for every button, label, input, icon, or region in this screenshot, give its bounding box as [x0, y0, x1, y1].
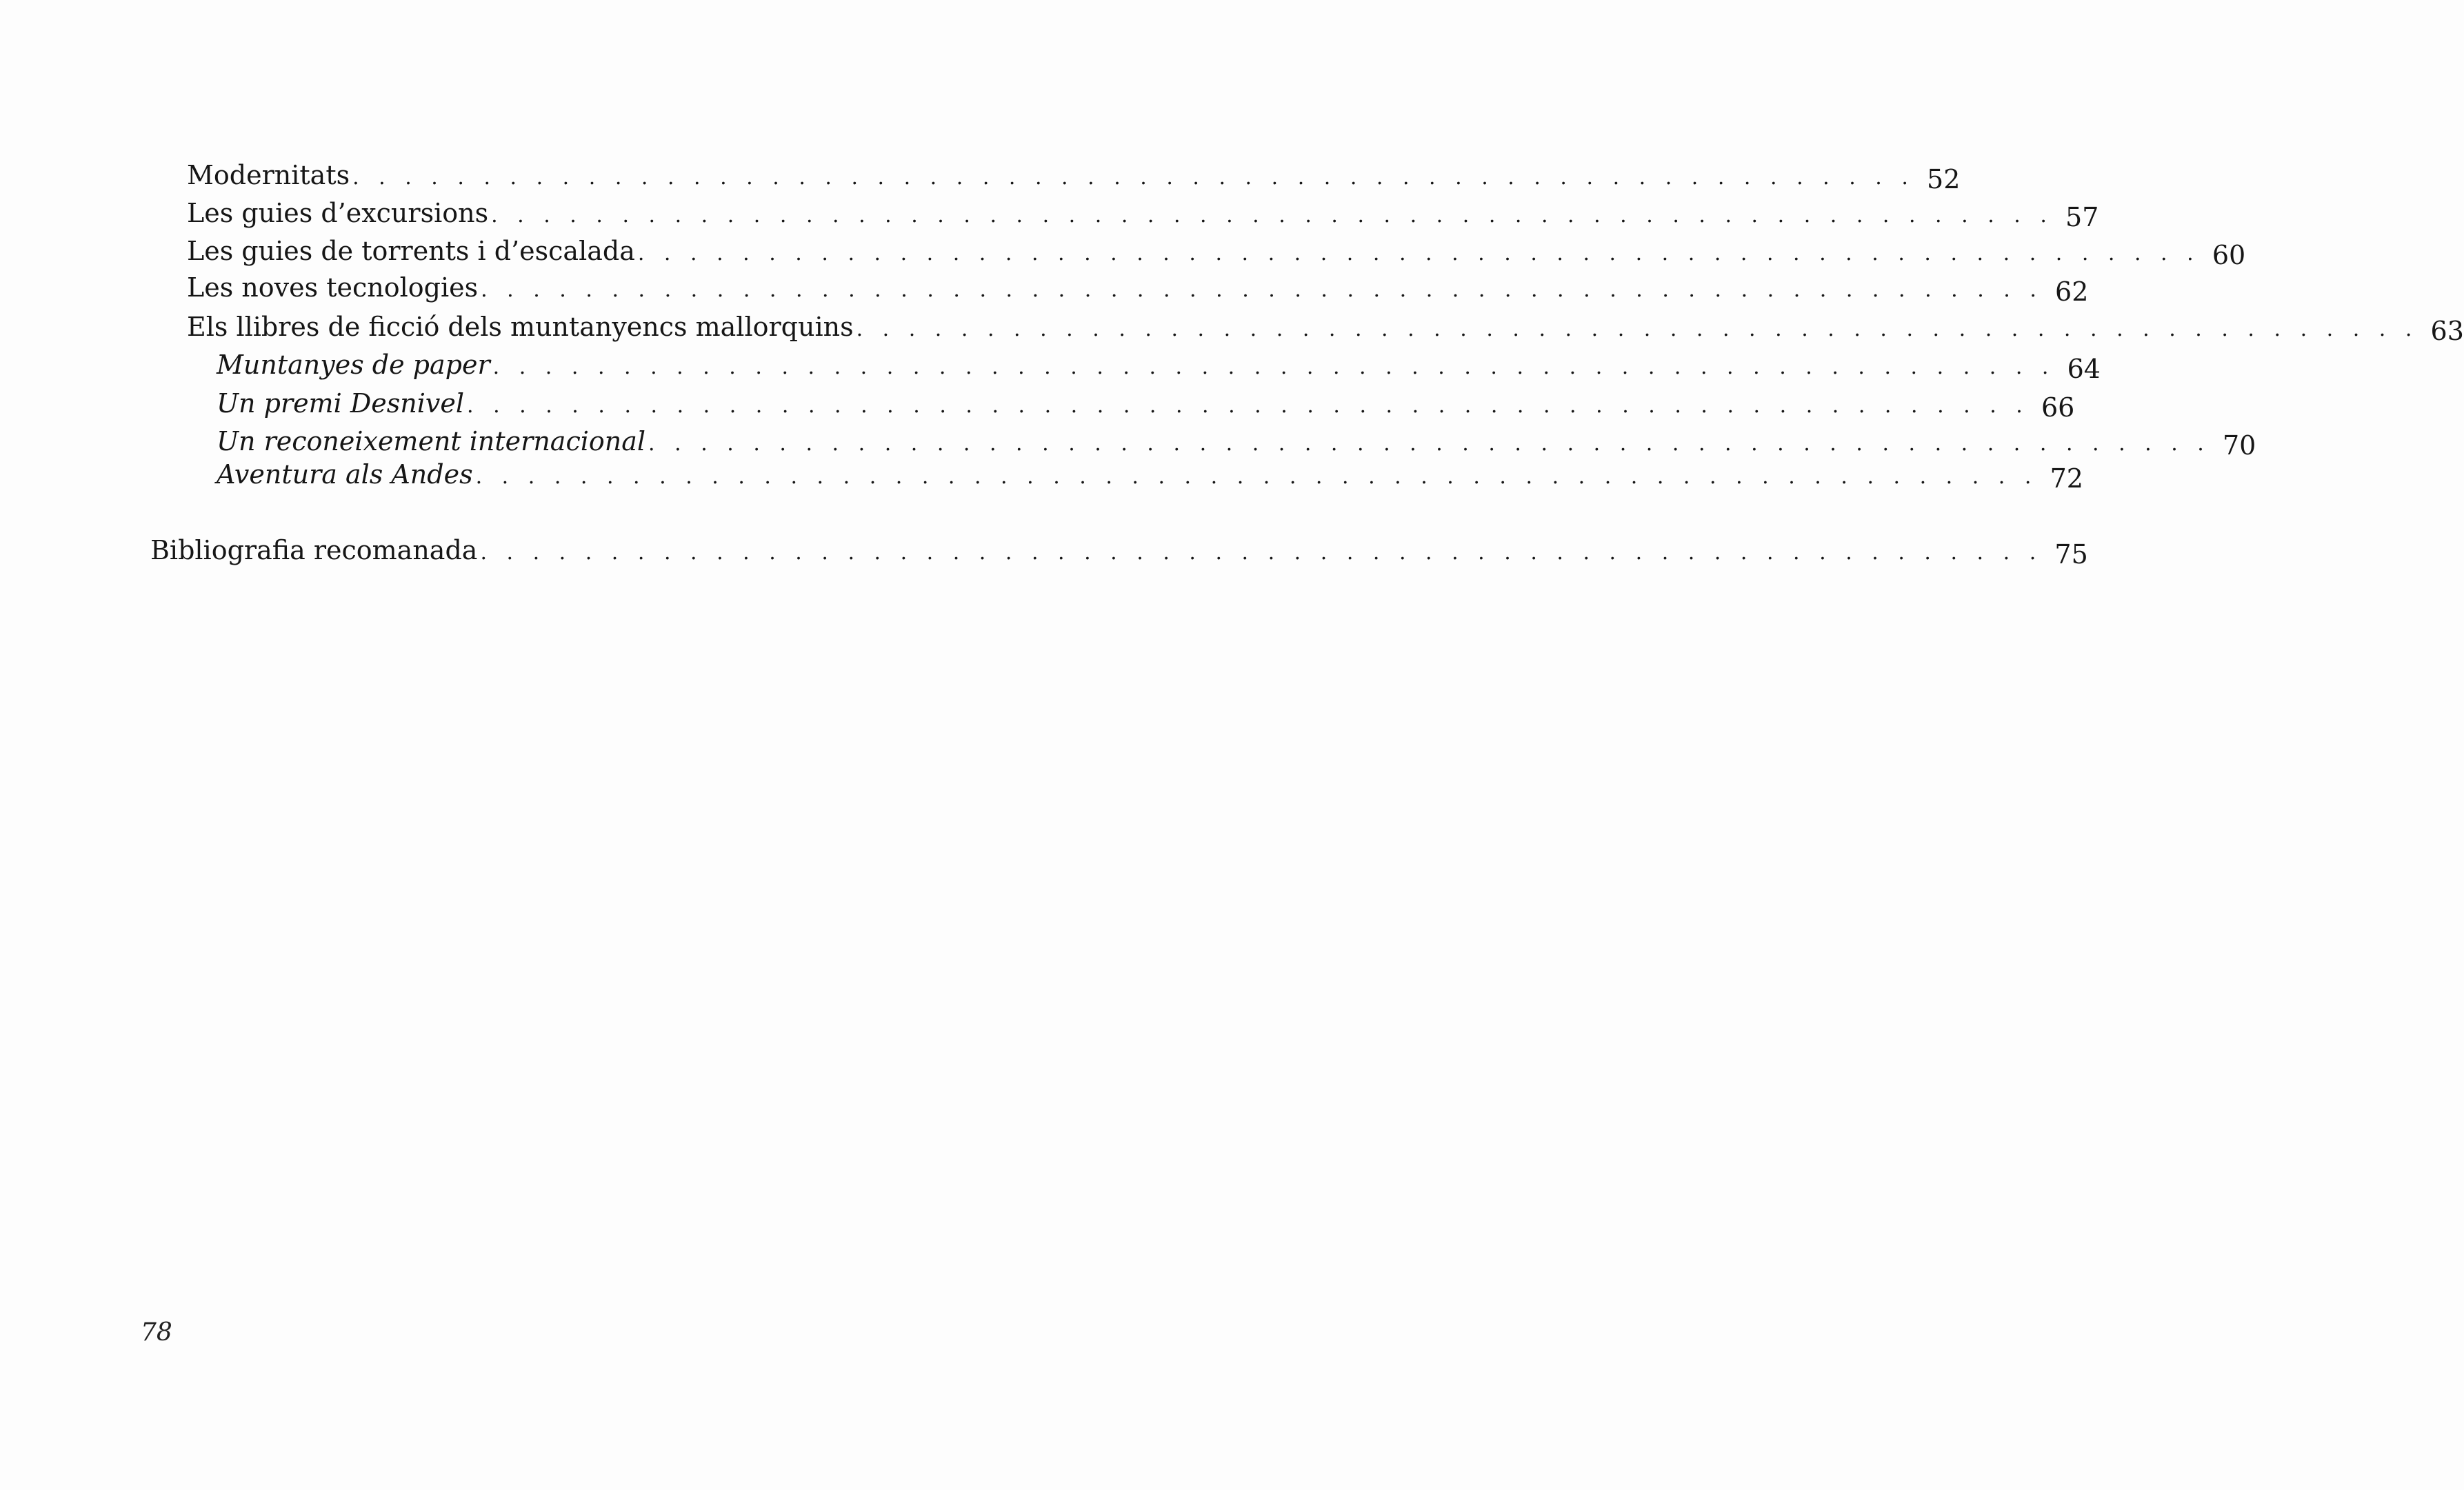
toc-entry-label: Les guies de torrents i d’escalada	[187, 236, 635, 266]
dot-leader: . . . . . . . . . . . . . . . . . . . . . . . . . . . . . . . . . . . . . . . . . . . . . . . . . . . . . . . . . . . .	[480, 541, 2043, 565]
toc-entry-page: 72	[2050, 463, 2083, 494]
toc-entry	[187, 159, 1961, 194]
dot-leader: . . . . . . . . . . . . . . . . . . . . . . . . . . . . . . . . . . . . . . . . . . . . . . . . . . . . . . . . . . . .	[492, 355, 2055, 379]
toc-entry-label: Les guies d’excursions	[187, 198, 489, 228]
toc-entry	[187, 310, 2464, 346]
toc-entry-page: 57	[2065, 202, 2099, 232]
toc-entry-label: Modernitats	[187, 160, 350, 190]
toc-entry-label: Un reconeixement internacional	[217, 426, 646, 456]
toc-entry-page: 75	[2054, 539, 2088, 570]
page-number: 78	[141, 1318, 172, 1347]
toc-entry-label: Un premi Desnivel	[217, 388, 465, 419]
toc-subentry	[217, 458, 2083, 494]
toc-entry-label: Muntanyes de paper	[217, 350, 490, 380]
dot-leader: . . . . . . . . . . . . . . . . . . . . . . . . . . . . . . . . . . . . . . . . . . . . . . . . . . . . . . . . . . . .	[481, 278, 2043, 302]
toc-entry-page: 64	[2067, 354, 2101, 384]
dot-leader: . . . . . . . . . . . . . . . . . . . . . . . . . . . . . . . . . . . . . . . . . . . . . . . . . . . . . . . . . . . .	[637, 241, 2201, 265]
dot-leader: . . . . . . . . . . . . . . . . . . . . . . . . . . . . . . . . . . . . . . . . . . . . . . . . . . . . . . . . . . . .	[467, 394, 2030, 418]
dot-leader: . . . . . . . . . . . . . . . . . . . . . . . . . . . . . . . . . . . . . . . . . . . . . . . . . . . . . . . . . . . .	[856, 317, 2418, 341]
toc-entry-page: 70	[2223, 430, 2256, 461]
toc-entry-label: Aventura als Andes	[217, 459, 473, 490]
toc-entry-page: 52	[1927, 164, 1961, 194]
toc-entry-bibliography	[150, 534, 2088, 570]
dot-leader: . . . . . . . . . . . . . . . . . . . . . . . . . . . . . . . . . . . . . . . . . . . . . . . . . . . . . . . . . . . .	[352, 165, 1915, 190]
toc-entry	[187, 271, 2089, 307]
toc-entry-page: 66	[2041, 392, 2075, 423]
toc-entry-label: Les noves tecnologies	[187, 272, 479, 303]
toc-subentry	[217, 387, 2075, 423]
dot-leader: . . . . . . . . . . . . . . . . . . . . . . . . . . . . . . . . . . . . . . . . . . . . . . . . . . . . . . . . . . . .	[491, 203, 2054, 228]
toc-entry-label: Els llibres de ficció dels muntanyencs mallorquins	[187, 312, 854, 342]
toc-entry-page: 62	[2055, 276, 2089, 307]
toc-entry-label: Bibliografia recomanada	[150, 535, 478, 565]
toc-subentry	[217, 348, 2101, 384]
toc-subentry	[217, 425, 2256, 461]
dot-leader: . . . . . . . . . . . . . . . . . . . . . . . . . . . . . . . . . . . . . . . . . . . . . . . . . . . . . . . . . . . .	[648, 432, 2211, 456]
dot-leader: . . . . . . . . . . . . . . . . . . . . . . . . . . . . . . . . . . . . . . . . . . . . . . . . . . . . . . . . . . . .	[475, 465, 2038, 489]
toc-entry	[187, 234, 2246, 270]
toc-entry-page: 60	[2212, 240, 2246, 270]
toc-entry	[187, 197, 2099, 232]
toc-entry-page: 63	[2430, 316, 2464, 346]
